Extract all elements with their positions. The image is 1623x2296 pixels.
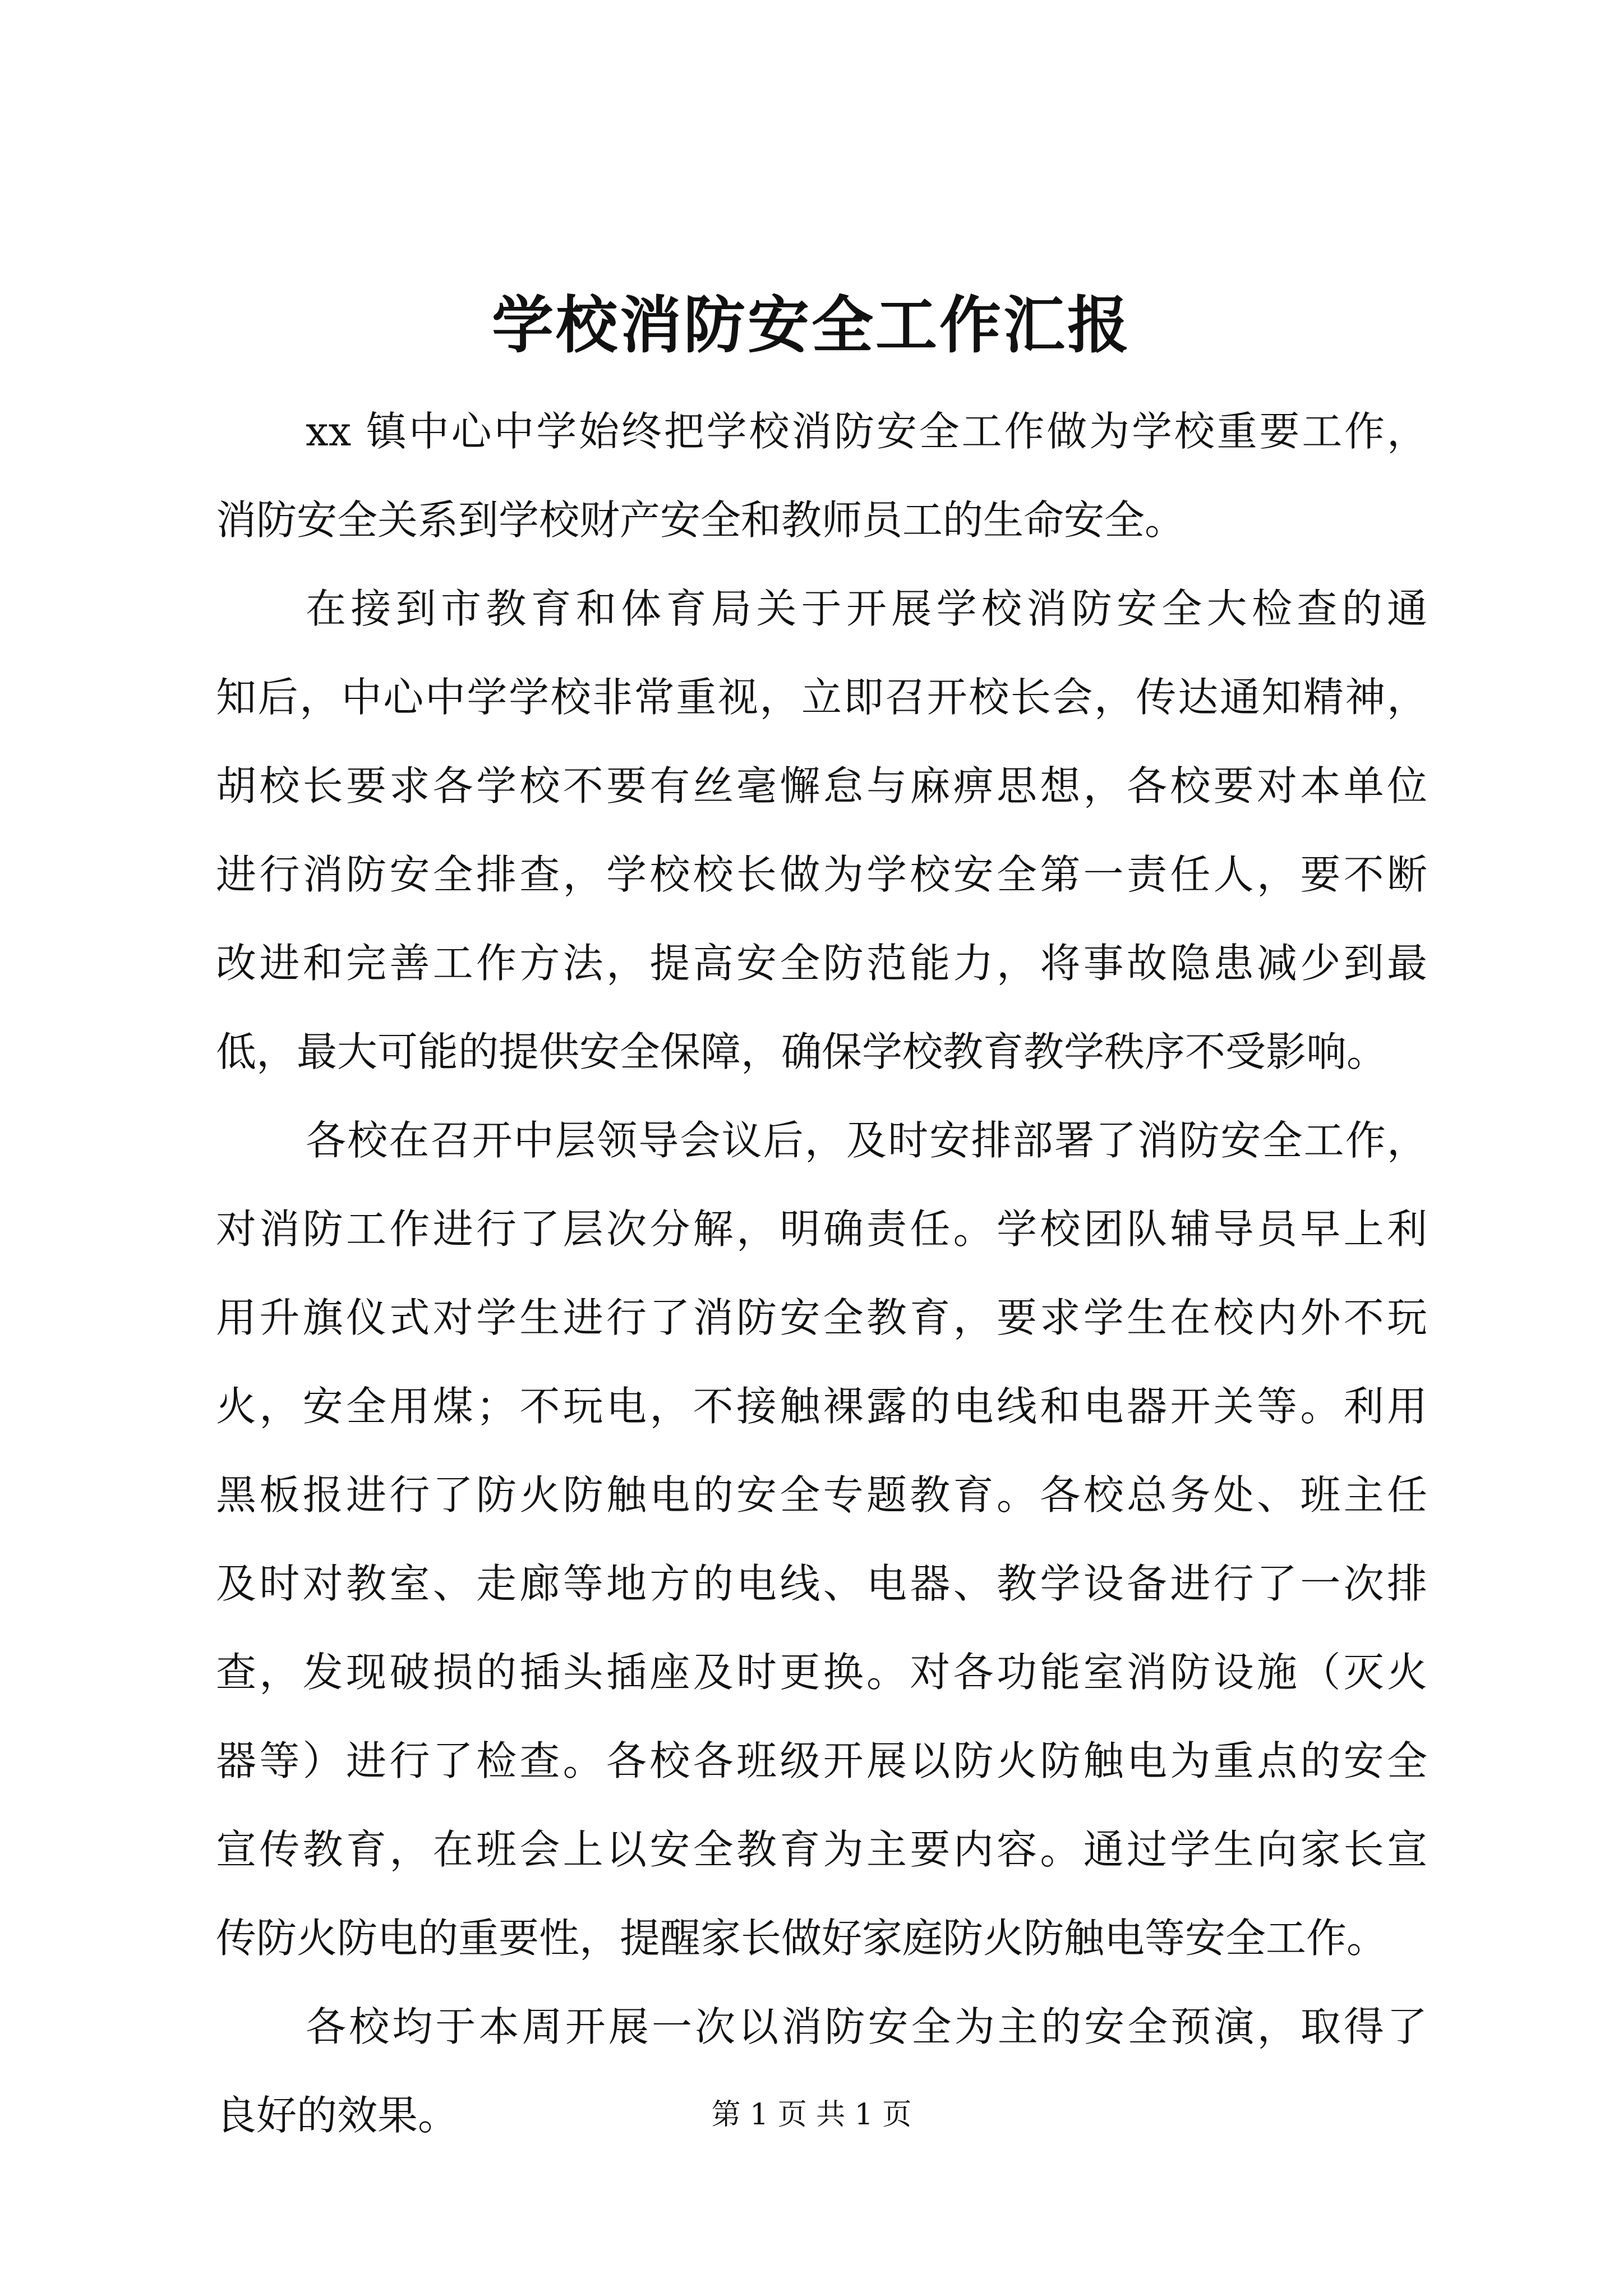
paragraph-line: 对消防工作进行了层次分解，明确责任。学校团队辅导员早上利 (216, 1205, 1427, 1253)
paragraph-line: 胡校长要求各学校不要有丝毫懈怠与麻痹思想，各校要对本单位 (216, 762, 1427, 809)
paragraph-3 (216, 1096, 1427, 1982)
paragraph-line: 及时对教室、走廊等地方的电线、电器、教学设备进行了一次排 (216, 1560, 1427, 1607)
paragraph-line: 消防安全关系到学校财产安全和教师员工的生命安全。 (216, 496, 1186, 544)
document-title: 学校消防安全工作汇报 (492, 289, 1131, 361)
paragraph-line: 各校均于本周开展一次以消防安全为主的安全预演，取得了 (306, 2003, 1427, 2050)
paragraph-line: 低，最大可能的提供安全保障，确保学校教育教学秩序不受影响。 (216, 1028, 1387, 1075)
paragraph-line: 知后，中心中学学校非常重视，立即召开校长会，传达通知精神， (216, 674, 1427, 721)
paragraph-line: 改进和完善工作方法，提高安全防范能力，将事故隐患减少到最 (216, 940, 1427, 987)
paragraph-line: 良好的效果。 (216, 2092, 459, 2139)
paragraph-1 (216, 387, 1427, 564)
paragraph-line: 用升旗仪式对学生进行了消防安全教育，要求学生在校内外不玩 (216, 1294, 1427, 1341)
paragraph-line: 火，安全用煤；不玩电，不接触裸露的电线和电器开关等。利用 (216, 1383, 1427, 1430)
paragraph-line: 各校在召开中层领导会议后，及时安排部署了消防安全工作， (306, 1117, 1427, 1164)
paragraph-2 (216, 564, 1427, 1096)
paragraph-line: 传防火防电的重要性，提醒家长做好家庭防火防触电等安全工作。 (216, 1915, 1387, 1962)
paragraph-line: xx 镇中心中学始终把学校消防安全工作做为学校重要工作， (306, 408, 1427, 455)
paragraph-line: 进行消防安全排查，学校校长做为学校安全第一责任人，要不断 (216, 851, 1427, 898)
document-body (216, 387, 1427, 2160)
paragraph-line: 器等）进行了检查。各校各班级开展以防火防触电为重点的安全 (216, 1737, 1427, 1784)
paragraph-line: 在接到市教育和体育局关于开展学校消防安全大检查的通 (306, 585, 1427, 632)
page-footer: 第 1 页 共 1 页 (711, 2098, 912, 2132)
paragraph-line: 黑板报进行了防火防触电的安全专题教育。各校总务处、班主任 (216, 1471, 1427, 1519)
paragraph-line: 查，发现破损的插头插座及时更换。对各功能室消防设施（灭火 (216, 1649, 1427, 1696)
paragraph-line: 宣传教育，在班会上以安全教育为主要内容。通过学生向家长宣 (216, 1826, 1427, 1873)
